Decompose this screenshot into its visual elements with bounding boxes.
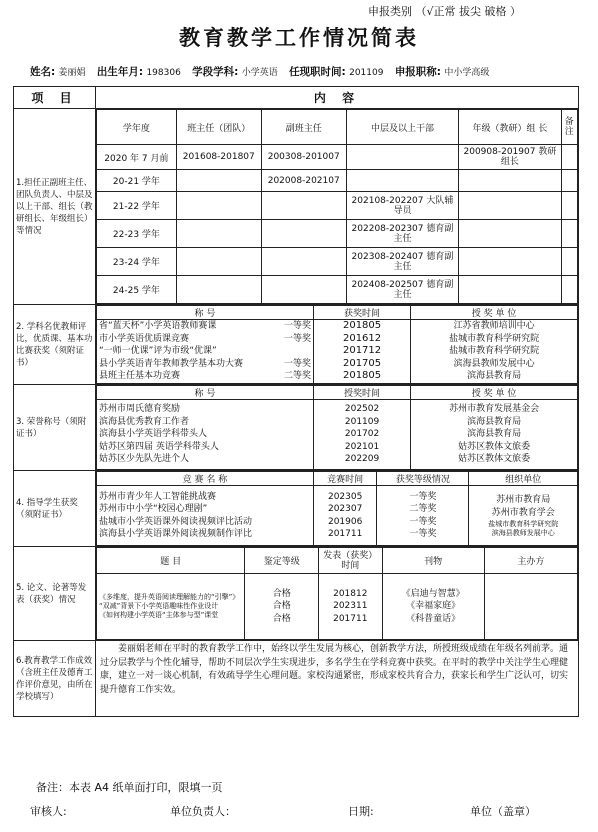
award-name: “一师一优课”评为市级“优课” — [99, 346, 217, 357]
award-rank: 一等奖 — [283, 333, 311, 344]
student-award-name: 盐城市小学英语课外阅读视频评比活动 — [99, 516, 253, 527]
duty-row-year: 24-25 学年 — [97, 276, 177, 304]
student-award-header-org: 组织单位 — [469, 472, 578, 486]
student-award-time: 201906 — [327, 516, 363, 527]
name-value: 姜丽娟 — [58, 68, 86, 78]
birth-value: 198306 — [146, 68, 181, 78]
page-title: 教育教学工作情况简表 — [179, 25, 419, 50]
duty-row-vice: 200308-201007 — [261, 145, 346, 170]
duty-row-head — [176, 248, 261, 276]
duty-row-vice — [261, 248, 346, 276]
student-award-level: 一等奖 — [409, 529, 437, 539]
honor-header-time: 授奖时间 — [313, 386, 410, 400]
award-rank: 一等奖 — [283, 321, 311, 332]
duty-row-head — [176, 170, 261, 192]
award-unit: 滨海县教育局 — [467, 371, 522, 382]
student-award-header-name: 竞 赛 名 称 — [97, 472, 314, 486]
duty-row-vice — [261, 276, 346, 304]
duty-row-head — [176, 192, 261, 220]
honor-time: 201109 — [344, 416, 380, 427]
duty-row-year: 20-21 学年 — [97, 170, 177, 192]
footer-note: 备注：本表 A4 纸单面打印，限填一页 — [36, 781, 223, 794]
student-award-org: 苏州市教育局 — [496, 494, 551, 505]
duty-header-head: 班主任（团队） — [176, 110, 261, 145]
duty-row-year: 23-24 学年 — [97, 248, 177, 276]
paper-host — [484, 574, 577, 640]
honor-time: 202502 — [344, 404, 380, 415]
duty-row-note — [561, 220, 577, 248]
award-unit: 江苏省教师培训中心 — [453, 321, 535, 332]
duty-row-cadre: 202208-202307 德育副主任 — [346, 220, 459, 248]
duty-row-year: 22-23 学年 — [97, 220, 177, 248]
honor-time: 201702 — [344, 429, 380, 440]
honor-name: 滨海县小学英语学科带头人 — [99, 429, 208, 440]
applicant-info — [30, 64, 497, 79]
student-award-name: 滨海县小学英语课外阅读视频制作评比 — [99, 529, 253, 539]
duty-row-leader — [459, 220, 561, 248]
student-award-header-time: 竞赛时间 — [313, 472, 376, 486]
honor-name: 苏州市周氏德育奖励 — [99, 404, 181, 415]
section3-label: 3. 荣誉称号（须附证书） — [14, 385, 96, 471]
honor-unit: 滨海县教育局 — [467, 429, 522, 440]
duty-row-note — [561, 145, 577, 170]
duty-row-cadre: 202408-202507 德育副主任 — [346, 276, 459, 304]
duty-row-leader — [459, 248, 561, 276]
duty-row-year: 21-22 学年 — [97, 192, 177, 220]
section6-label: 6.教育教学工作成效（含班主任及德育工作评价意见，由所在学校填写） — [14, 641, 96, 717]
name-label: 姓名: — [30, 66, 56, 78]
award-header-unit: 授 奖 单 位 — [411, 306, 578, 320]
award-name: 省“蓝天杯”小学英语教师赛课 — [99, 321, 217, 332]
paper-table — [96, 547, 578, 640]
award-unit: 盐城市教育科学研究院 — [449, 333, 540, 344]
honor-header-name: 称 号 — [97, 386, 314, 400]
duty-row-leader: 200908-201907 教研组长 — [459, 145, 561, 170]
duty-row-note — [561, 192, 577, 220]
subject-value: 小学英语 — [241, 68, 278, 78]
paper-title: “双减”背景下小学英语趣味性作业设计 — [99, 602, 219, 610]
award-time: 201805 — [342, 320, 382, 332]
honor-unit: 苏州市教育发展基金会 — [449, 404, 540, 415]
student-award-level: 一等奖 — [409, 491, 437, 502]
award-unit: 盐城市教育科学研究院 — [449, 346, 540, 357]
date-label: 日期: — [348, 805, 374, 818]
paper-header-host: 主办方 — [484, 548, 577, 574]
honor-unit: 姑苏区教体文旅委 — [458, 441, 531, 452]
paper-journal: 《启迪与智慧》 — [401, 588, 465, 599]
honor-name: 姑苏区第四届 英语学科带头人 — [99, 441, 219, 452]
award-header-name: 称 号 — [97, 306, 314, 320]
award-name: 县小学英语青年教师教学基本功大赛 — [99, 358, 244, 369]
duty-row-year: 2020 年 7 月前 — [97, 145, 177, 170]
paper-header-time: 发表（获奖）时间 — [319, 548, 382, 574]
award-header-time: 获奖时间 — [313, 306, 410, 320]
duty-row-head — [176, 220, 261, 248]
title-value: 中小学高级 — [444, 68, 490, 78]
paper-time: 201812 — [333, 588, 368, 599]
student-award-level: 二等奖 — [409, 504, 437, 514]
honor-name: 姑苏区少先队先进个人 — [99, 454, 190, 465]
award-time: 201705 — [342, 357, 382, 369]
duty-row-leader — [459, 276, 561, 304]
paper-level: 合格 — [272, 601, 291, 612]
paper-header-journal: 刊物 — [382, 548, 484, 574]
student-award-table — [96, 471, 578, 546]
application-category: 申报类别 （√正常 拔尖 破格 ） — [368, 5, 521, 18]
student-award-org: 苏州市教育学会 — [491, 507, 555, 518]
student-award-time: 201711 — [327, 529, 363, 539]
duty-row-cadre: 202108-202207 大队辅导员 — [346, 192, 459, 220]
paper-title: 《多维度，提升英语阅读理解能力的“引擎”》 — [99, 593, 240, 601]
paper-journal: 《科普童话》 — [406, 613, 461, 624]
section1-label: 1.担任正副班主任、团队负责人、中层及以上干部、组长（教研组长、年级组长）等情况 — [14, 109, 96, 305]
section2-label: 2. 学科名优教师评比，优质课、基本功比赛获奖（须附证书） — [14, 305, 96, 385]
honor-time: 202101 — [344, 441, 380, 452]
birth-label: 出生年月: — [96, 66, 144, 78]
duty-header-vice: 副班主任 — [261, 110, 346, 145]
award-name: 县班主任基本功竞赛 — [99, 371, 181, 382]
student-award-org: 滨海县教师发展中心 — [491, 528, 555, 537]
award-time: 201805 — [342, 370, 382, 382]
paper-header-level: 鉴定等级 — [245, 548, 319, 574]
paper-level: 合格 — [272, 613, 291, 624]
honor-time: 202209 — [344, 454, 380, 465]
student-award-time: 202305 — [327, 491, 363, 502]
award-name: 市小学英语优质课竞赛 — [99, 333, 190, 344]
honor-table — [96, 385, 578, 470]
hire-label: 任现职时间: — [289, 66, 346, 78]
reviewer-label: 审核人: — [30, 805, 67, 818]
seal-label: 单位（盖章） — [470, 805, 536, 818]
award-rank: 二等奖 — [283, 371, 311, 382]
hire-value: 201109 — [349, 68, 384, 78]
paper-journal: 《幸福家庭》 — [406, 601, 461, 612]
paper-time: 201711 — [333, 613, 368, 624]
duty-row-note — [561, 170, 577, 192]
col-content-header: 内 容 — [96, 87, 579, 109]
student-award-name: 苏州市青少年人工智能挑战赛 — [99, 491, 217, 502]
student-award-name: 苏州市中小学“校园心理剧” — [99, 504, 208, 514]
duty-row-vice — [261, 220, 346, 248]
duty-row-head — [176, 276, 261, 304]
duty-row-note — [561, 248, 577, 276]
duty-row-head: 201608-201807 — [176, 145, 261, 170]
teacher-award-table — [96, 305, 578, 384]
title-label: 申报职称: — [394, 66, 442, 78]
honor-header-unit: 授 奖 单 位 — [411, 386, 578, 400]
section5-label: 5. 论文、论著等发表（获奖）情况 — [14, 547, 96, 641]
student-award-header-level: 获奖等级情况 — [377, 472, 469, 486]
honor-unit: 滨海县教育局 — [467, 416, 522, 427]
duty-row-leader — [459, 170, 561, 192]
honor-unit: 姑苏区教体文旅委 — [458, 454, 531, 465]
duty-row-cadre — [346, 170, 459, 192]
duty-header-cadre: 中层及以上干部 — [346, 110, 459, 145]
work-summary-table — [13, 86, 579, 717]
award-time: 201712 — [342, 345, 382, 357]
award-unit: 滨海县教师发展中心 — [453, 358, 535, 369]
duty-row-cadre: 202308-202407 德育副主任 — [346, 248, 459, 276]
duty-header-note: 备注 — [561, 110, 577, 145]
award-rank: 一等奖 — [283, 358, 311, 369]
subject-label: 学段学科: — [192, 66, 239, 78]
paper-time: 202311 — [333, 601, 368, 612]
paper-level: 合格 — [272, 588, 291, 599]
honor-name: 滨海县优秀教育工作者 — [99, 416, 190, 427]
unit-head-label: 单位负责人： — [170, 805, 236, 818]
duty-row-vice: 202008-202107 — [261, 170, 346, 192]
paper-title: 《如何构建小学英语“主体参与型”课堂 — [99, 611, 219, 619]
duty-table — [96, 109, 578, 304]
student-award-level: 一等奖 — [409, 516, 437, 527]
duty-row-cadre — [346, 145, 459, 170]
award-time: 201612 — [342, 332, 382, 344]
duty-row-note — [561, 276, 577, 304]
col-item-header: 项 目 — [14, 87, 96, 109]
student-award-org: 盐城市教育科学研究院 — [488, 519, 559, 528]
duty-row-leader — [459, 192, 561, 220]
duty-header-year: 学年度 — [97, 110, 177, 145]
section4-label: 4. 指导学生获奖（须附证书） — [14, 471, 96, 547]
evaluation-text: 姜丽娟老师在平时的教育教学工作中，始终以学生发展为核心，创新教学方法，所授班级成绩在年级名列前茅。通过分层教学与个性化辅导，帮助不同层次学生实现进步，多名学生在学科竞赛中获奖。在平时的教学中关注学生心理健康，建立一对一谈心机制，有效疏导学生心理问题。家校沟通紧密，形成家校共育合力，获家长和学生广泛认可，切实提升德育工作实效。 — [96, 641, 579, 717]
student-award-time: 202307 — [327, 504, 363, 514]
duty-header-leader: 年级（教研）组 长 — [459, 110, 561, 145]
paper-header-title: 题 目 — [97, 548, 245, 574]
duty-row-vice — [261, 192, 346, 220]
